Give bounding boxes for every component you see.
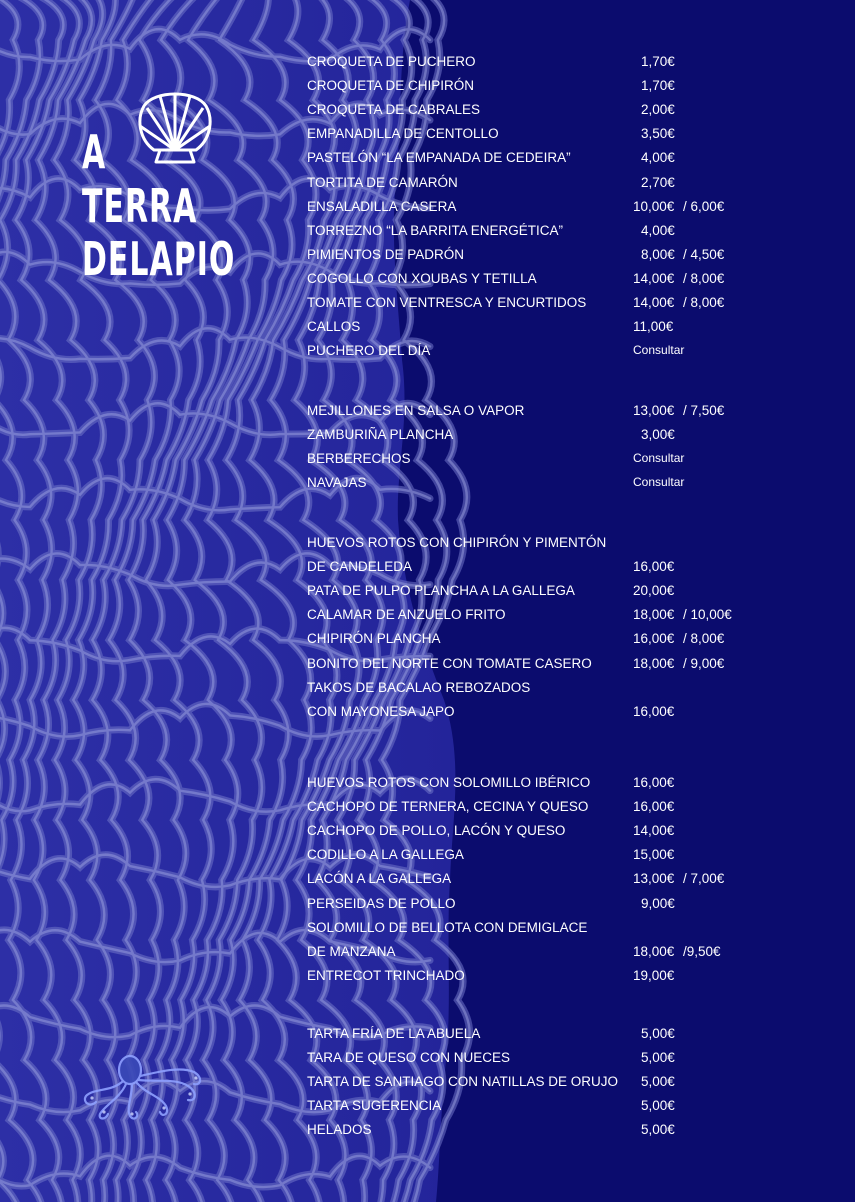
menu-item-price: 5,00€ (641, 1050, 675, 1065)
menu-item (0, 295, 855, 317)
menu-item (0, 920, 855, 942)
menu-item-price: 18,00€ (633, 944, 675, 959)
menu-item-price: 5,00€ (641, 1098, 675, 1113)
menu-item-name: MEJILLONES EN SALSA O VAPOR (307, 403, 525, 418)
menu-item (0, 607, 855, 629)
menu-item-price: 16,00€ (633, 775, 675, 790)
menu-item (0, 427, 855, 449)
menu-item-price: 5,00€ (641, 1026, 675, 1041)
menu-item-name: LACÓN A LA GALLEGA (307, 871, 452, 886)
menu-item (0, 403, 855, 425)
menu-item-price: 3,00€ (641, 427, 675, 442)
menu-item (0, 535, 855, 557)
menu-item-price: 20,00€ (633, 583, 675, 598)
menu-item-name: PUCHERO DEL DÍA (307, 343, 431, 358)
menu-item (0, 343, 855, 365)
menu-item-price: 16,00€ (633, 704, 675, 719)
menu-item-price: 16,00€ (633, 559, 675, 574)
menu-item-price: 18,00€ (633, 656, 675, 671)
menu-item-price: 19,00€ (633, 968, 675, 983)
menu-item (0, 823, 855, 845)
menu-item-half-price: / 8,00€ (683, 271, 725, 286)
menu-item-price: Consultar (633, 451, 685, 465)
menu-item-half-price: /9,50€ (683, 944, 721, 959)
menu-item (0, 871, 855, 893)
menu-item (0, 475, 855, 497)
menu-item-name: CROQUETA DE CHIPIRÓN (307, 78, 475, 93)
menu-item-price: 14,00€ (633, 823, 675, 838)
menu-item-name: SOLOMILLO DE BELLOTA CON DEMIGLACE (307, 920, 588, 935)
menu-item-price: 2,00€ (641, 102, 675, 117)
menu-item (0, 896, 855, 918)
brand-line-1: A (82, 126, 107, 181)
menu-item-name: TARTA DE SANTIAGO CON NATILLAS DE ORUJO (307, 1074, 619, 1089)
menu-item-price: 9,00€ (641, 896, 675, 911)
menu-item-price: 4,00€ (641, 223, 675, 238)
menu-item-price: 16,00€ (633, 631, 675, 646)
menu-item-name: TAKOS DE BACALAO REBOZADOS (307, 680, 531, 695)
menu-item-half-price: / 9,00€ (683, 656, 725, 671)
menu-item-name: ENSALADILLA CASERA (307, 199, 457, 214)
menu-item-name: TOMATE CON VENTRESCA Y ENCURTIDOS (307, 295, 587, 310)
menu-item-price: 18,00€ (633, 607, 675, 622)
menu-item (0, 968, 855, 990)
menu-item-name: CACHOPO DE POLLO, LACÓN Y QUESO (307, 823, 566, 838)
menu-item (0, 271, 855, 293)
menu-item-name: TARA DE QUESO CON NUECES (307, 1050, 511, 1065)
menu-item (0, 150, 855, 172)
menu-item (0, 775, 855, 797)
menu-item-price: 13,00€ (633, 871, 675, 886)
menu-item-price: 5,00€ (641, 1074, 675, 1089)
menu-item-name: CROQUETA DE CABRALES (307, 102, 481, 117)
menu-item (0, 799, 855, 821)
menu-item (0, 944, 855, 966)
menu-item (0, 704, 855, 726)
menu-item (0, 54, 855, 76)
menu-item-price: 10,00€ (633, 199, 675, 214)
menu-item-name: TORREZNO “LA BARRITA ENERGÉTICA” (307, 223, 564, 238)
menu-item-price: 11,00€ (633, 319, 674, 334)
menu-item-name: CALLOS (307, 319, 361, 334)
menu-item-price: 14,00€ (633, 295, 675, 310)
menu-item (0, 247, 855, 269)
menu-item-name: NAVAJAS (307, 475, 367, 490)
menu-item-price: 2,70€ (641, 175, 675, 190)
menu-item (0, 1074, 855, 1096)
menu-item-price: 14,00€ (633, 271, 675, 286)
menu-item (0, 847, 855, 869)
menu-item-name: CALAMAR DE ANZUELO FRITO (307, 607, 506, 622)
menu-item-name: ZAMBURIÑA PLANCHA (307, 427, 454, 442)
menu-item-price: 3,50€ (641, 126, 675, 141)
menu-item-name: HUEVOS ROTOS CON SOLOMILLO IBÉRICO (307, 775, 591, 790)
menu-item (0, 583, 855, 605)
menu-item-price: 5,00€ (641, 1122, 675, 1137)
menu-item (0, 78, 855, 100)
menu-item (0, 559, 855, 581)
menu-item-half-price: / 8,00€ (683, 631, 725, 646)
menu-item-name: EMPANADILLA DE CENTOLLO (307, 126, 499, 141)
menu-item-name: HELADOS (307, 1122, 372, 1137)
menu-item-half-price: / 7,50€ (683, 403, 725, 418)
menu-item-name: HUEVOS ROTOS CON CHIPIRÓN Y PIMENTÓN (307, 535, 607, 550)
menu-item-name: CODILLO A LA GALLEGA (307, 847, 464, 862)
menu-item (0, 199, 855, 221)
menu-item-name: PERSEIDAS DE POLLO (307, 896, 456, 911)
menu-item-price: 8,00€ (641, 247, 675, 262)
menu-item-half-price: / 4,50€ (683, 247, 725, 262)
menu-item (0, 126, 855, 148)
menu-item-name: CACHOPO DE TERNERA, CECINA Y QUESO (307, 799, 589, 814)
menu-item-name: CON MAYONESA JAPO (307, 704, 455, 719)
menu-item (0, 102, 855, 124)
menu-item-half-price: / 6,00€ (683, 199, 725, 214)
menu-item (0, 1122, 855, 1144)
menu-item-name: DE CANDELEDA (307, 559, 413, 574)
menu-item-name: CROQUETA DE PUCHERO (307, 54, 476, 69)
menu-item (0, 680, 855, 702)
menu-item-name: TARTA SUGERENCIA (307, 1098, 442, 1113)
menu-item (0, 631, 855, 653)
menu-item-half-price: / 10,00€ (683, 607, 732, 622)
menu-item-name: TORTITA DE CAMARÓN (307, 175, 458, 190)
menu-item-name: DE MANZANA (307, 944, 396, 959)
menu-item-price: 16,00€ (633, 799, 675, 814)
menu-item (0, 1026, 855, 1048)
menu-item-price: 13,00€ (633, 403, 675, 418)
menu-item-name: BERBERECHOS (307, 451, 411, 466)
menu-item (0, 656, 855, 678)
menu-item-price: 4,00€ (641, 150, 675, 165)
menu-item (0, 451, 855, 473)
brand-line-2: TERRA (82, 180, 198, 235)
menu-item-name: PIMIENTOS DE PADRÓN (307, 247, 465, 262)
menu-item-price: 1,70€ (641, 54, 675, 69)
menu-item-half-price: / 8,00€ (683, 295, 725, 310)
menu-item-name: COGOLLO CON XOUBAS Y TETILLA (307, 271, 537, 286)
menu-item (0, 319, 855, 341)
menu-item-price: Consultar (633, 343, 685, 357)
menu-item-name: BONITO DEL NORTE CON TOMATE CASERO (307, 656, 592, 671)
menu-item-name: PATA DE PULPO PLANCHA A LA GALLEGA (307, 583, 575, 598)
menu-item-half-price: / 7,00€ (683, 871, 725, 886)
menu-item (0, 1098, 855, 1120)
brand-line-3: DELAPIO (82, 233, 236, 288)
menu-item-name: ENTRECOT TRINCHADO (307, 968, 465, 983)
menu-item-name: CHIPIRÓN PLANCHA (307, 631, 441, 646)
menu-item-price: Consultar (633, 475, 685, 489)
menu-item-name: PASTELÓN “LA EMPANADA DE CEDEIRA” (307, 150, 571, 165)
menu-item-name: TARTA FRÍA DE LA ABUELA (307, 1026, 481, 1041)
menu-item-price: 1,70€ (641, 78, 675, 93)
menu-item-price: 15,00€ (633, 847, 675, 862)
menu-item (0, 223, 855, 245)
menu-item (0, 175, 855, 197)
menu-item (0, 1050, 855, 1072)
